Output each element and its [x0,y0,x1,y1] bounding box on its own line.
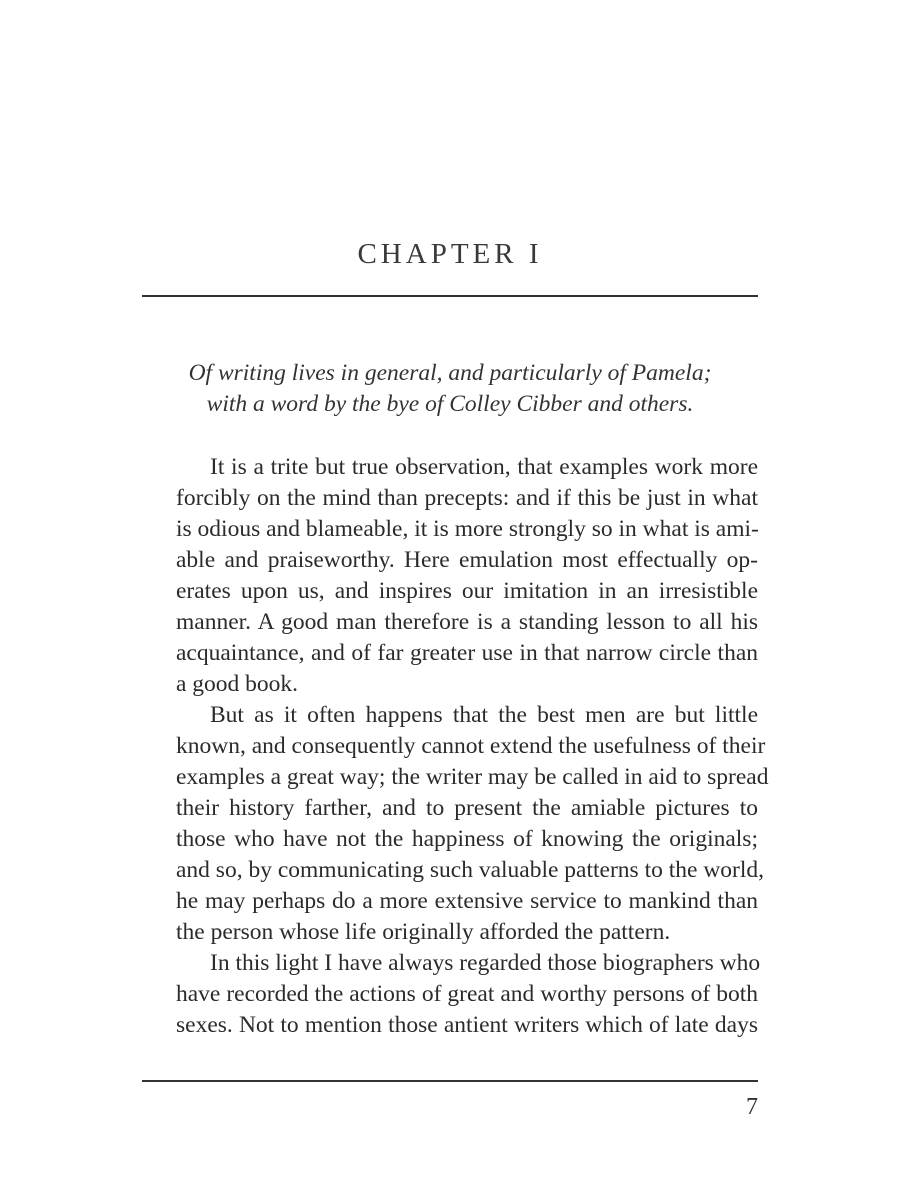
text-line: But as it often happens that the best men are but little [210,702,758,728]
chapter-subtitle [142,358,758,420]
footer-rule [142,1080,758,1082]
text-line: acquaintance, and of far greater use in that narrow circle than [176,640,758,666]
text-line: those who have not the happiness of knowing the originals; [176,826,758,852]
subtitle-line: Of writing lives in general, and particularly of Pamela; [188,360,712,386]
text-line: erates upon us, and inspires our imitation in an irresistible [176,578,758,604]
text-line: manner. A good man therefore is a standing lesson to all his [176,609,758,635]
text-line: their history farther, and to present the amiable pictures to [176,795,758,821]
header-rule [142,295,758,297]
chapter-title: CHAPTER I [357,238,543,270]
text-line: It is a trite but true observation, that examples work more [210,454,758,480]
paragraph [142,700,769,948]
text-line: is odious and blameable, it is more strongly so in what is ami- [176,516,759,542]
text-line: In this light I have always regarded those biographers who [210,950,761,976]
text-line: sexes. Not to mention those antient writers which of late days [176,1012,758,1038]
page-number: 7 [746,1094,758,1120]
text-line: able and praiseworthy. Here emulation most effectually op- [176,547,758,573]
text-line: known, and consequently cannot extend the usefulness of their [176,733,766,759]
text-line: a good book. [176,671,299,697]
chapter-body [142,452,769,1041]
text-line: and so, by communicating such valuable patterns to the world, [176,857,765,883]
subtitle-line: with a word by the bye of Colley Cibber and others. [206,391,694,417]
text-line: have recorded the actions of great and worthy persons of both [176,981,758,1007]
text-line: forcibly on the mind than precepts: and if this be just in what [176,485,758,511]
paragraph [142,948,761,1041]
text-line: he may perhaps do a more extensive service to mankind than [176,888,758,914]
text-line: the person whose life originally afforded the pattern. [176,919,671,945]
text-line: examples a great way; the writer may be called in aid to spread [176,764,769,790]
paragraph [142,452,758,700]
